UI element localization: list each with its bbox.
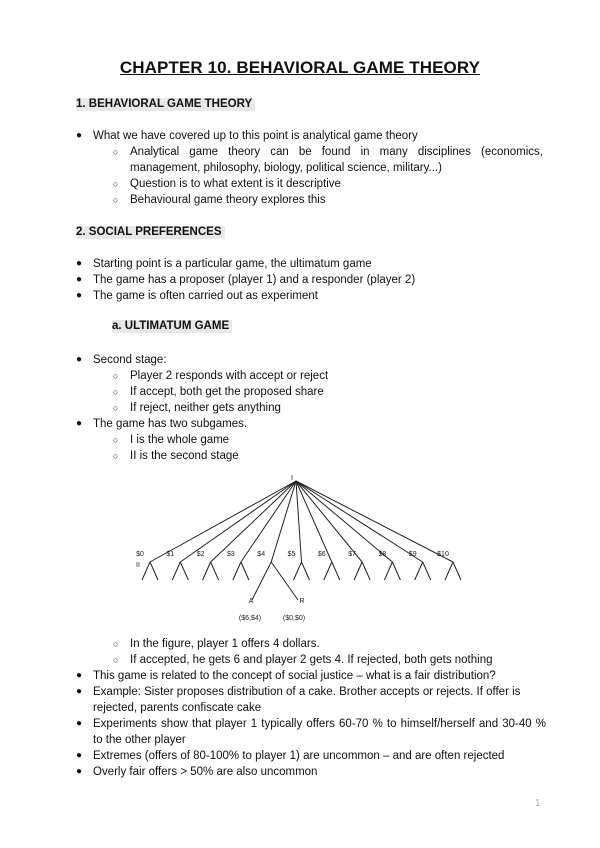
tree-offer-branch	[296, 481, 423, 562]
sub-list-item: ○ If reject, neither gets anything	[113, 402, 281, 414]
circle-bullet-icon: ○	[113, 371, 119, 381]
tree-leaf-branch	[453, 562, 461, 580]
list-item: ● Experiments show that player 1 typically offers 60-70 % to himself/herself and 30-40 % to the other player	[76, 718, 546, 746]
bullet-icon: ●	[76, 290, 83, 301]
tree-leaf-branch	[354, 562, 362, 580]
bullet-icon: ●	[76, 718, 83, 729]
tree-offer-branch	[296, 481, 302, 562]
sub-list-item: ○ If accepted, he gets 6 and player 2 gets 4. If rejected, both gets nothing	[113, 654, 493, 666]
tree-leaf-branch	[180, 562, 188, 580]
tree-leaf-branch	[150, 562, 158, 580]
tree-leaf-branch	[392, 562, 400, 580]
tree-offer-label: $0	[136, 551, 144, 558]
bullet-icon: ●	[76, 418, 83, 429]
tree-root-label: I	[291, 475, 293, 482]
ultimatum-game-tree-figure	[130, 472, 470, 632]
sub-list-item: ○ If accept, both get the proposed share	[113, 386, 324, 398]
circle-bullet-icon: ○	[113, 451, 119, 461]
tree-offer-branch	[296, 481, 392, 562]
tree-offer-branch	[180, 481, 296, 562]
tree-reject-payoff: ($0,$0)	[282, 615, 306, 622]
list-item: ● What we have covered up to this point is analytical game theory	[76, 130, 418, 142]
tree-offer-branch	[296, 481, 332, 562]
sub-list-item: ○ Question is to what extent is it descriptive	[113, 178, 341, 190]
sub-list-item: ○ I is the whole game	[113, 434, 230, 446]
sub-list-item: ○ Player 2 responds with accept or reject	[113, 370, 329, 382]
tree-leaf-branch	[302, 562, 310, 580]
circle-bullet-icon: ○	[113, 655, 119, 665]
sub-list-item: ○ Behavioural game theory explores this	[113, 194, 326, 206]
tree-offer-label: $8	[378, 551, 387, 558]
tree-offer-branch	[296, 481, 362, 562]
list-item: ● Extremes (offers of 80-100% to player 1) are uncommon – and are often rejected	[76, 750, 505, 762]
tree-accept-label: A	[248, 598, 254, 605]
circle-bullet-icon: ○	[113, 639, 119, 649]
tree-reject-branch	[271, 562, 298, 600]
tree-leaf-branch	[445, 562, 453, 580]
circle-bullet-icon: ○	[113, 195, 119, 205]
tree-leaf-branch	[172, 562, 180, 580]
tree-leaf-branch	[294, 562, 302, 580]
tree-offer-label: $10	[437, 551, 449, 558]
sub-list-item: ○ In the figure, player 1 offers 4 dollars.	[113, 638, 320, 650]
tree-leaf-branch	[324, 562, 332, 580]
tree-leaf-branch	[211, 562, 219, 580]
bullet-icon: ●	[76, 686, 83, 697]
tree-offer-label: $3	[227, 551, 235, 558]
tree-leaf-branch	[332, 562, 340, 580]
tree-offer-label: $9	[408, 551, 417, 558]
circle-bullet-icon: ○	[113, 179, 119, 189]
tree-leaf-branch	[362, 562, 370, 580]
tree-leaf-branch	[423, 562, 431, 580]
circle-bullet-icon: ○	[113, 387, 119, 397]
sub-list-item: ○ Analytical game theory can be found in many disciplines (economics, management, philosophy, biology, political science, military...)	[113, 146, 543, 174]
tree-leaf-branch	[384, 562, 392, 580]
tree-accept-payoff: ($6,$4)	[238, 615, 262, 622]
section-heading-social: 2. SOCIAL PREFERENCES	[76, 226, 225, 239]
tree-offer-branch	[241, 481, 296, 562]
chapter-title: CHAPTER 10. BEHAVIORAL GAME THEORY	[119, 58, 481, 77]
bullet-icon: ●	[76, 766, 83, 777]
page-number: 1	[535, 798, 541, 809]
list-item: ● The game has a proposer (player 1) and a responder (player 2)	[76, 274, 416, 286]
list-item: ● Second stage:	[76, 354, 167, 366]
bullet-icon: ●	[76, 130, 83, 141]
subsection-heading-ultimatum: a. ULTIMATUM GAME	[112, 320, 232, 333]
tree-leaf-branch	[142, 562, 150, 580]
bullet-icon: ●	[76, 258, 83, 269]
list-item: ● Example: Sister proposes distribution of a cake. Brother accepts or rejects. If offer is rejected, parents confiscate cake	[76, 686, 521, 714]
bullet-icon: ●	[76, 354, 83, 365]
tree-leaf-branch	[233, 562, 241, 580]
bullet-icon: ●	[76, 274, 83, 285]
list-item: ● The game has two subgames.	[76, 418, 248, 430]
tree-offer-label: $6	[317, 551, 326, 558]
sub-list-item: ○ II is the second stage	[113, 450, 239, 462]
tree-reject-label: R	[299, 598, 305, 605]
tree-offer-label: $5	[287, 551, 296, 558]
tree-offer-label: $4	[257, 551, 266, 558]
tree-offer-branch	[296, 481, 453, 562]
tree-leaf-branch	[415, 562, 423, 580]
list-item: ● This game is related to the concept of social justice – what is a fair distribution?	[76, 670, 496, 682]
tree-offer-label: $2	[196, 551, 205, 558]
tree-level2-label: II	[136, 562, 140, 569]
bullet-icon: ●	[76, 750, 83, 761]
circle-bullet-icon: ○	[113, 403, 119, 413]
list-item: ● Starting point is a particular game, the ultimatum game	[76, 258, 372, 270]
section-heading-behavioral: 1. BEHAVIORAL GAME THEORY	[76, 98, 255, 111]
circle-bullet-icon: ○	[113, 435, 119, 445]
tree-leaf-branch	[203, 562, 211, 580]
tree-accept-branch	[252, 562, 271, 600]
tree-offer-label: $7	[348, 551, 356, 558]
circle-bullet-icon: ○	[113, 147, 119, 157]
list-item: ● The game is often carried out as experiment	[76, 290, 319, 302]
list-item: ● Overly fair offers > 50% are also uncommon	[76, 766, 318, 778]
tree-offer-label: $1	[166, 551, 175, 558]
tree-leaf-branch	[241, 562, 249, 580]
bullet-icon: ●	[76, 670, 83, 681]
